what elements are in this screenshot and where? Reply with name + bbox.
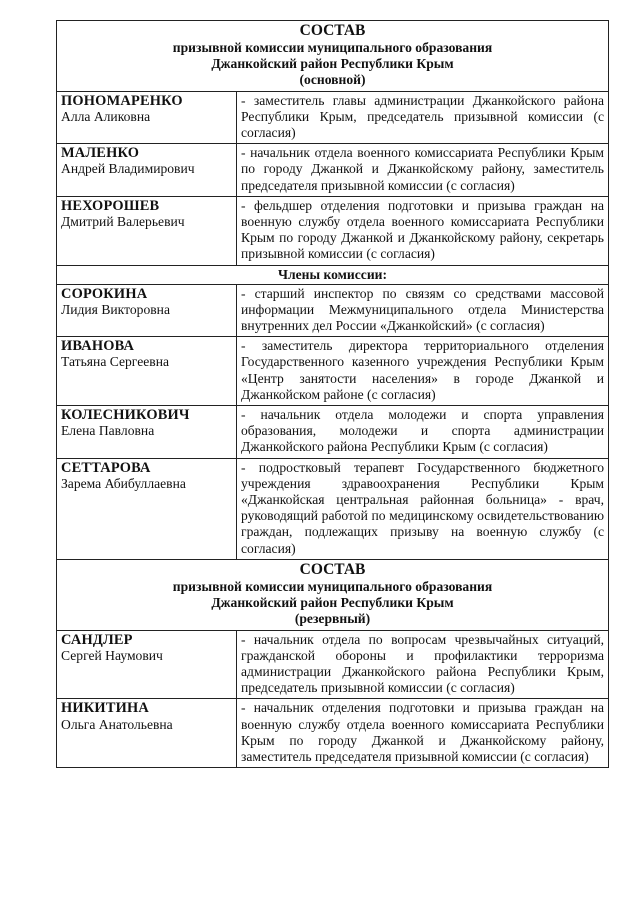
main-section-line1: призывной комиссии муниципального образования [172,40,493,55]
table-row [57,144,609,197]
reserve-section-heading [57,559,609,630]
person-surname: ПОНОМАРЕНКО [61,92,183,109]
person-given-name: Лидия Викторовна [61,301,170,317]
main-section-kind: (основной) [299,72,366,88]
table-row [57,406,609,459]
person-given-name: Ольга Анатольевна [61,716,173,732]
person-surname: ИВАНОВА [61,338,135,355]
person-name-cell [57,406,237,459]
person-name-cell [57,196,237,265]
main-section-line2: Джанкойский район Республики Крым [211,56,454,72]
person-given-name: Дмитрий Валерьевич [61,214,185,230]
reserve-section-heading-cell [57,559,609,630]
person-surname: СОРОКИНА [61,285,148,302]
person-name-cell [57,699,237,768]
person-given-name: Алла Аликовна [61,108,151,124]
table-row [57,196,609,265]
person-role: - заместитель директора территориального отделения Государственного казенного учреждения Республики Крым «Центр занятости населения» в городе Джанкой и Джанкойском районе (с согласия) [237,337,609,406]
person-given-name: Татьяна Сергеевна [61,354,169,370]
person-surname: САНДЛЕР [61,631,133,648]
person-surname: НЕХОРОШЕВ [61,197,160,214]
table-row [57,91,609,144]
person-role: - фельдшер отделения подготовки и призыва граждан на военную службу отдела военного комиссариата Республики Крым по городу Джанкой и Джанкойскому району, секретарь призывной комиссии (с согласия) [237,196,609,265]
person-surname: КОЛЕСНИКОВИЧ [61,407,190,424]
person-role: - начальник отдела военного комиссариата Республики Крым по городу Джанкой и Джанкойскому району, заместитель председателя призывной комиссии (с согласия) [237,144,609,197]
members-heading: Члены комиссии: [57,265,609,284]
person-name-cell [57,91,237,144]
person-role: - заместитель главы администрации Джанкойского района Республики Крым, председатель призывной комиссии (с согласия) [237,91,609,144]
members-heading-row [57,265,609,284]
table-row [57,337,609,406]
person-surname: СЕТТАРОВА [61,459,151,476]
reserve-section-line2: Джанкойский район Республики Крым [211,595,454,611]
person-name-cell [57,458,237,559]
table-row [57,284,609,337]
reserve-section-kind: (резервный) [294,611,371,627]
person-surname: НИКИТИНА [61,700,149,717]
person-name-cell [57,337,237,406]
person-role: - подростковый терапевт Государственного бюджетного учреждения здравоохранения Республики Крым «Джанкойская центральная районная больница» - врач, руководящий работой по медицинскому освидетельствованию граждан, подлежащих призыву на военную службу (с согласия) [237,458,609,559]
person-name-cell [57,144,237,197]
table-row [57,458,609,559]
table-row [57,699,609,768]
person-role: - начальник отделения подготовки и призыва граждан на военную службу отдела военного комиссариата Республики Крым по городу Джанкой и Джанкойскому району, заместитель председателя призывной комиссии (с согласия) [237,699,609,768]
person-role: - начальник отдела молодежи и спорта управления образования, молодежи и спорта администрации Джанкойского района Республики Крым (с согласия) [237,406,609,459]
person-role: - начальник отдела по вопросам чрезвычайных ситуаций, гражданской обороны и профилактики терроризма администрации Джанкойского района Республики Крым, председатель призывной комиссии (с согласия) [237,630,609,699]
person-name-cell [57,284,237,337]
person-given-name: Зарема Абибуллаевна [61,475,186,491]
main-section-heading [57,21,609,92]
commission-roster-table [56,20,609,768]
main-section-heading-cell [57,21,609,92]
person-given-name: Андрей Владимирович [61,161,195,177]
person-surname: МАЛЕНКО [61,145,140,162]
person-name-cell [57,630,237,699]
person-given-name: Елена Павловна [61,423,155,439]
reserve-section-title: СОСТАВ [299,560,366,578]
main-section-title: СОСТАВ [299,22,366,39]
person-given-name: Сергей Наумович [61,647,163,663]
table-row [57,630,609,699]
reserve-section-line1: призывной комиссии муниципального образования [172,578,493,594]
person-role: - старший инспектор по связям со средствами массовой информации Межмуниципального отдела Министерства внутренних дел России «Джанкойский» (с согласия) [237,284,609,337]
